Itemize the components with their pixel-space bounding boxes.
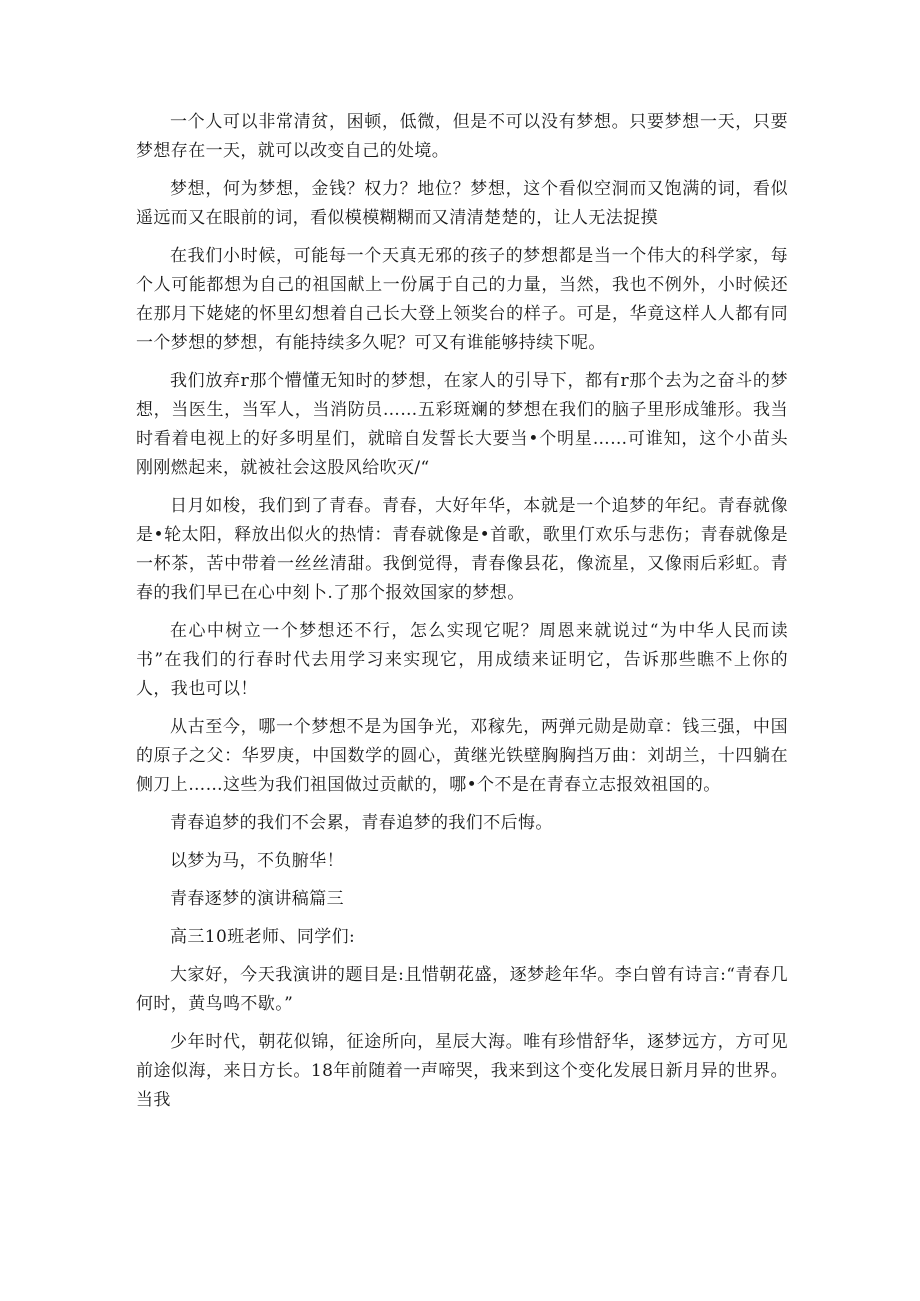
paragraph-2: 梦想，何为梦想，金钱？权力？地位？梦想，这个看似空洞而又饱满的词，看似遥远而又在眼前的词，看似模模糊糊而又清清楚楚的，让人无法捉摸: [136, 179, 788, 228]
document-body: [136, 108, 788, 1124]
salutation: 高三10班老师、同学们:: [170, 927, 356, 947]
paragraph-1: 一个人可以非常清贫，困顿，低微，但是不可以没有梦想。只要梦想一天，只要梦想存在一天，就可以改变自己的处境。: [136, 112, 788, 161]
paragraph-3: 在我们小时候，可能每一个天真无邪的孩子的梦想都是当一个伟大的科学家，每个人可能都想为自己的祖国献上一份属于自己的力量，当然，我也不例外，小时候还在那月下姥姥的怀里幻想着自己长大登上领奖台的样子。可是，华竟这样人人都有同一个梦想的梦想，有能持续多久呢？可又有谁能够持续下呢。: [136, 246, 788, 353]
paragraph-8: 青春追梦的我们不会累，青春追梦的我们不后悔。: [170, 813, 553, 833]
section-heading: 青春逐梦的演讲稿篇三: [170, 889, 344, 909]
paragraph-4: 我们放弃r那个懵懂无知时的梦想，在家人的引导下，都有r那个去为之奋斗的梦想，当医生，当军人，当消防员……五彩斑斓的梦想在我们的脑子里形成雏形。我当时看着电视上的好多明星们，就暗自发誓长大要当•个明星……可谁知，这个小苗头刚刚燃起来，就被社会这股风给吹灭/“: [136, 371, 788, 478]
paragraph-13: 少年时代，朝花似锦，征途所向，星辰大海。唯有珍惜舒华，逐梦远方，方可见前途似海，来日方长。18年前随着一声啼哭，我来到这个变化发展日新月异的世界。当我: [136, 1032, 788, 1110]
paragraph-12: 大家好，今天我演讲的题目是:且惜朝花盛，逐梦趁年华。李白曾有诗言:“青春几何时，黄鸟鸣不歇。”: [136, 965, 788, 1014]
paragraph-6: 在心中树立一个梦想还不行，怎么实现它呢？周恩来就说过“为中华人民而读书”在我们的行春时代去用学习来实现它，用成绩来证明它，告诉那些瞧不上你的人，我也可以！: [136, 621, 788, 699]
paragraph-7: 从古至今，哪一个梦想不是为国争光，邓稼先，两弹元勋是勋章：钱三强，中国的原子之父：华罗庚，中国数学的圆心，黄继光铁壁胸胸挡万曲：刘胡兰，十四躺在侧刀上……这些为我们祖国做过贡献的，哪•个不是在青春立志报效祖国的。: [136, 717, 788, 795]
paragraph-9: 以梦为马，不负腑华！: [170, 851, 344, 871]
paragraph-5: 日月如梭，我们到了青春。青春，大好年华，本就是一个追梦的年纪。青春就像是•轮太阳，释放出似火的热情：青春就像是•首歌，歌里仃欢乐与悲伤；青春就像是一杯茶，苦中带着一丝丝清甜。我倒觉得，青春像县花，像流星，又像雨后彩虹。青春的我们早已在心中刻卜.了那个报效国家的梦想。: [136, 496, 788, 603]
